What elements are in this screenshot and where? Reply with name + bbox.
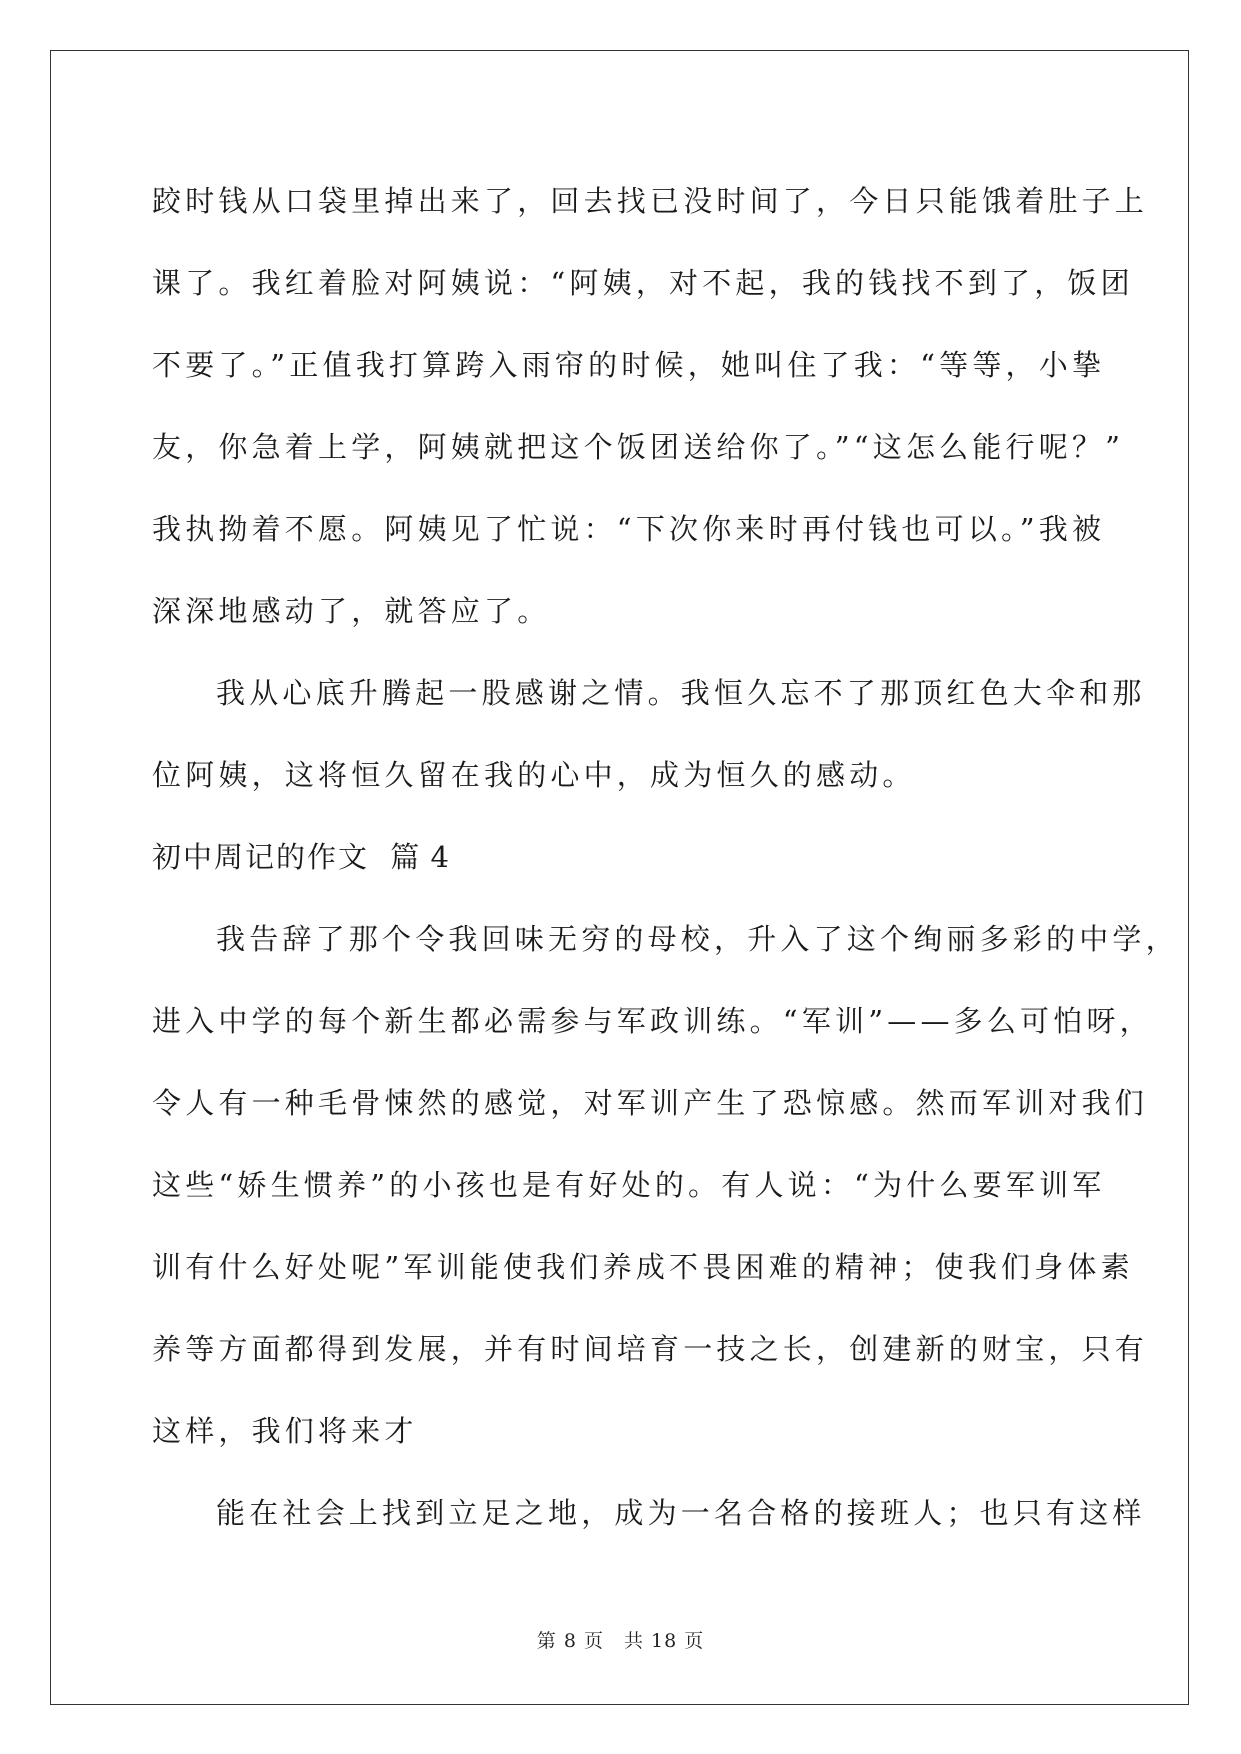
text-line: 我执拗着不愿。阿姨见了忙说：“下次你来时再付钱也可以。”我被 [152, 512, 1106, 546]
text-line: 跤时钱从口袋里掉出来了，回去找已没时间了，今日只能饿着肚子上 [152, 184, 1149, 218]
text-line: 这些“娇生惯养”的小孩也是有好处的。有人说：“为什么要军训军 [152, 1168, 1106, 1202]
section-heading [152, 816, 1092, 898]
page-footer [0, 1626, 1241, 1653]
text-line: 能在社会上找到立足之地，成为一名合格的接班人；也只有这样 [216, 1496, 1146, 1530]
text-line: 这样，我们将来才 [152, 1414, 418, 1448]
text-line: 进入中学的每个新生都必需参与军政训练。“军训”——多么可怕呀， [152, 1004, 1153, 1038]
text-line: 训有什么好处呢”军训能使我们养成不畏困难的精神；使我们身体素 [152, 1250, 1134, 1284]
heading-title: 初中周记的作文 [152, 840, 370, 874]
paragraph [152, 1472, 1146, 1554]
text-line: 令人有一种毛骨悚然的感觉，对军训产生了恐惊感。然而军训对我们 [152, 1086, 1149, 1120]
paragraph [152, 898, 1179, 1472]
document-body [152, 160, 1179, 1554]
text-line: 我告辞了那个令我回味无穷的母校，升入了这个绚丽多彩的中学， [216, 922, 1179, 956]
text-line: 不要了。”正值我打算跨入雨帘的时候，她叫住了我：“等等，小挚 [152, 348, 1106, 382]
paragraph [152, 652, 1146, 816]
text-line: 养等方面都得到发展，并有时间培育一技之长，创建新的财宝，只有 [152, 1332, 1149, 1366]
heading-label: 篇 [390, 840, 420, 874]
paragraph [152, 160, 1149, 652]
text-line: 友，你急着上学，阿姨就把这个饭团送给你了。”“这怎么能行呢？” [152, 430, 1125, 464]
page-total: 共 18 页 [623, 1630, 705, 1652]
heading-number: 4 [430, 840, 451, 874]
text-line: 课了。我红着脸对阿姨说：“阿姨，对不起，我的钱找不到了，饭团 [152, 266, 1134, 300]
text-line: 我从心底升腾起一股感谢之情。我恒久忘不了那顶红色大伞和那 [216, 676, 1146, 710]
text-line: 位阿姨，这将恒久留在我的心中，成为恒久的感动。 [152, 758, 916, 792]
page-number: 第 8 页 [536, 1630, 604, 1652]
text-line: 深深地感动了，就答应了。 [152, 594, 551, 628]
